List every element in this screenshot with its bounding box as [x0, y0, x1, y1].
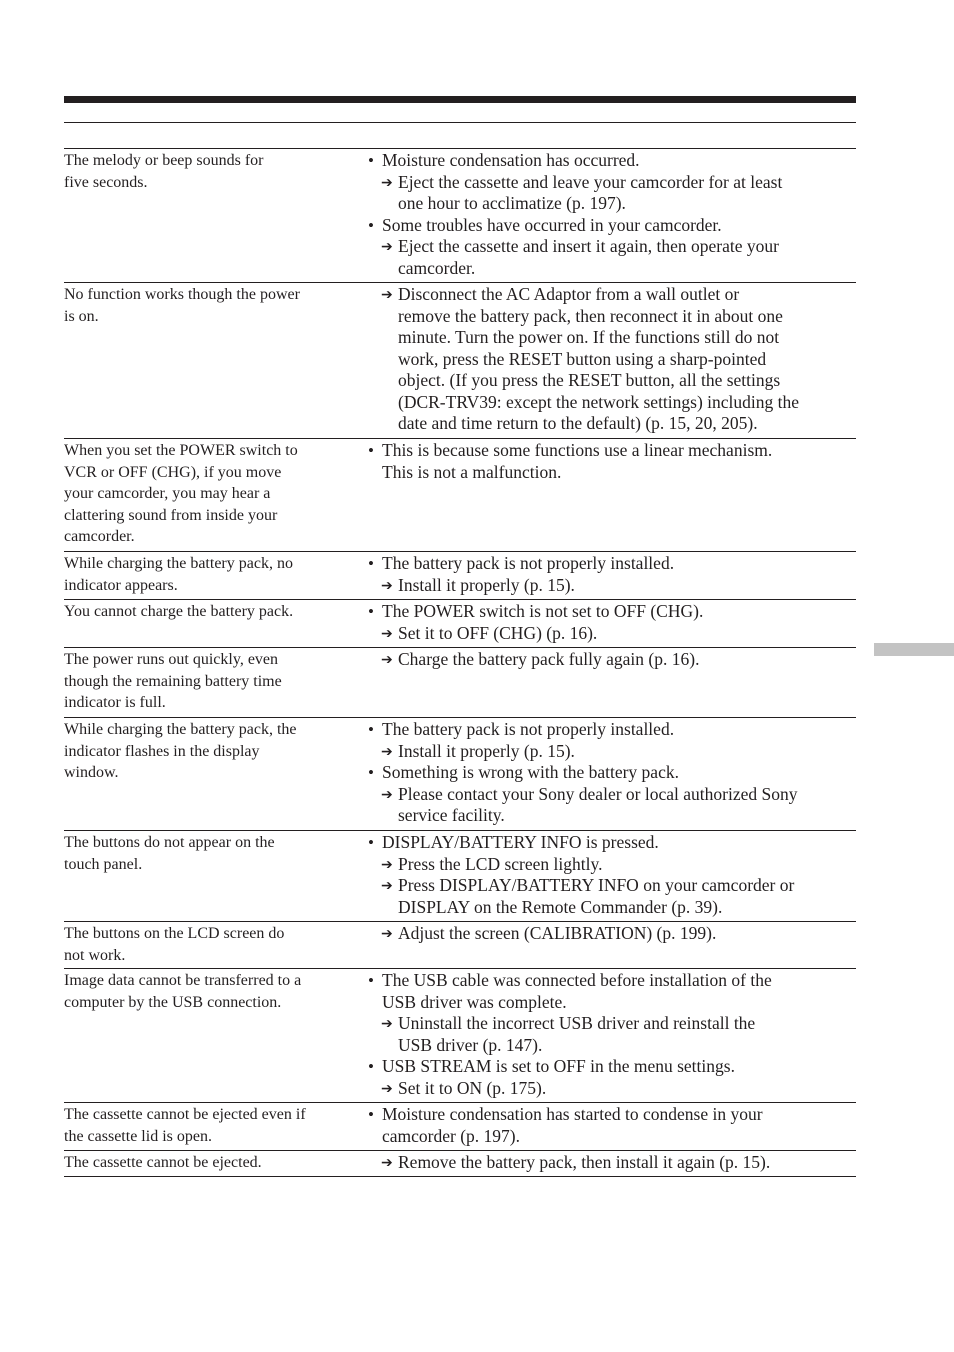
action-text: Eject the cassette and leave your camcorder for at least one hour to acclimatize (p. 197). — [398, 171, 783, 213]
action-text: Install it properly (p. 15). — [398, 574, 575, 595]
arrow-right-icon: ➔ — [381, 1156, 393, 1171]
symptom-cell: You cannot charge the battery pack. — [64, 603, 294, 620]
action-item — [368, 784, 856, 827]
action-item — [368, 875, 856, 918]
cause-item — [368, 215, 856, 237]
cause-item — [368, 440, 856, 483]
header-rule-thin — [64, 122, 856, 123]
table-row — [64, 1102, 856, 1150]
action-text: Eject the cassette and insert it again, then operate your camcorder. — [398, 236, 779, 278]
cause-item — [368, 150, 856, 172]
symptom-cell: The power runs out quickly, even though the remaining battery time indicator is full. — [64, 651, 282, 711]
cause-text: USB STREAM is set to OFF in the menu settings. — [382, 1056, 735, 1076]
bullet-icon: • — [368, 602, 374, 621]
action-item — [368, 284, 856, 435]
symptom-cell: While charging the battery pack, no indicator appears. — [64, 555, 293, 594]
action-text: Charge the battery pack fully again (p. 16). — [398, 649, 700, 669]
action-text: Press DISPLAY/BATTERY INFO on your camcorder or DISPLAY on the Remote Commander (p. 39). — [398, 875, 795, 917]
cause-item — [368, 1056, 856, 1078]
remedy-cell — [368, 1151, 856, 1176]
bullet-icon: • — [368, 1105, 374, 1124]
section-side-tab — [874, 643, 954, 656]
cause-text: This is because some functions use a linear mechanism. This is not a malfunction. — [382, 440, 773, 482]
arrow-right-icon: ➔ — [381, 879, 393, 894]
table-row — [64, 1150, 856, 1177]
remedy-cell — [368, 283, 856, 438]
action-item — [368, 236, 856, 279]
table-row — [64, 148, 856, 282]
remedy-cell — [368, 1103, 856, 1150]
remedy-cell — [368, 149, 856, 282]
cause-text: The battery pack is not properly installed. — [382, 719, 675, 739]
action-item — [368, 575, 856, 597]
table-row — [64, 438, 856, 551]
bullet-icon: • — [368, 151, 374, 170]
cause-text: Something is wrong with the battery pack. — [382, 762, 679, 782]
arrow-right-icon: ➔ — [381, 578, 393, 594]
troubleshooting-table — [64, 148, 856, 1177]
cause-text: DISPLAY/BATTERY INFO is pressed. — [382, 832, 659, 852]
table-row — [64, 282, 856, 438]
cause-text: The USB cable was connected before installation of the USB driver was complete. — [382, 970, 772, 1012]
remedy-cell — [368, 600, 856, 647]
arrow-right-icon: ➔ — [381, 288, 393, 303]
arrow-right-icon: ➔ — [381, 927, 393, 942]
symptom-cell: No function works though the power is on. — [64, 286, 300, 325]
bullet-icon: • — [368, 554, 374, 573]
action-text: Please contact your Sony dealer or local authorized Sony service facility. — [398, 783, 798, 825]
action-text: Disconnect the AC Adaptor from a wall outlet or remove the battery pack, then reconnect it in about one minute. Turn the power on. If the functions still do not work, press the RESET button using a sharp-pointed object. (If you press the RESET button, all the settings (DCR-TRV39: except the network settings) including the date and time return to the default) (p. 15, 20, 205). — [398, 284, 800, 433]
bullet-icon: • — [368, 1057, 374, 1076]
cause-item — [368, 832, 856, 854]
table-row — [64, 968, 856, 1102]
remedy-cell — [368, 969, 856, 1102]
action-text: Set it to ON (p. 175). — [398, 1077, 547, 1098]
action-text: Install it properly (p. 15). — [398, 740, 575, 761]
arrow-right-icon: ➔ — [381, 240, 393, 255]
cause-item — [368, 719, 856, 741]
symptom-cell: The cassette cannot be ejected even if the cassette lid is open. — [64, 1106, 306, 1145]
cause-item — [368, 762, 856, 784]
action-item — [368, 1013, 856, 1056]
symptom-cell: The melody or beep sounds for five seconds. — [64, 152, 264, 191]
symptom-cell: While charging the battery pack, the indicator flashes in the display window. — [64, 721, 297, 781]
action-text: Set it to OFF (CHG) (p. 16). — [398, 622, 598, 643]
arrow-right-icon: ➔ — [381, 787, 393, 803]
bullet-icon: • — [368, 720, 374, 739]
arrow-right-icon: ➔ — [381, 857, 393, 873]
arrow-right-icon: ➔ — [381, 1081, 393, 1097]
table-row — [64, 717, 856, 830]
bullet-icon: • — [368, 215, 374, 235]
action-text: Press the LCD screen lightly. — [398, 853, 603, 874]
action-text: Uninstall the incorrect USB driver and reinstall the USB driver (p. 147). — [398, 1013, 756, 1055]
arrow-right-icon: ➔ — [381, 1017, 393, 1032]
cause-item — [368, 1104, 856, 1147]
symptom-cell: The buttons do not appear on the touch panel. — [64, 834, 275, 873]
cause-text: Moisture condensation has started to condense in your camcorder (p. 197). — [382, 1104, 763, 1146]
table-row — [64, 599, 856, 647]
action-item — [368, 623, 856, 645]
bullet-icon: • — [368, 763, 374, 782]
symptom-cell: The buttons on the LCD screen do not work. — [64, 925, 285, 964]
action-item — [368, 923, 856, 945]
arrow-right-icon: ➔ — [381, 626, 393, 642]
cause-text: The POWER switch is not set to OFF (CHG). — [382, 601, 704, 621]
table-row — [64, 551, 856, 599]
remedy-cell — [368, 439, 856, 551]
cause-text: Moisture condensation has occurred. — [382, 150, 640, 170]
symptom-cell: Image data cannot be transferred to a computer by the USB connection. — [64, 972, 302, 1011]
cause-text: The battery pack is not properly installed. — [382, 553, 675, 573]
bullet-icon: • — [368, 971, 374, 990]
cause-item — [368, 970, 856, 1013]
action-item — [368, 854, 856, 876]
arrow-right-icon: ➔ — [381, 653, 393, 668]
arrow-right-icon: ➔ — [381, 744, 393, 760]
remedy-cell — [368, 922, 856, 968]
action-item — [368, 649, 856, 671]
header-rule-thick — [64, 96, 856, 103]
remedy-cell — [368, 831, 856, 921]
bullet-icon: • — [368, 441, 374, 460]
cause-text: Some troubles have occurred in your camcorder. — [382, 214, 722, 235]
remedy-cell — [368, 648, 856, 717]
action-item — [368, 1078, 856, 1100]
remedy-cell — [368, 552, 856, 599]
action-text: Remove the battery pack, then install it again (p. 15). — [398, 1152, 771, 1172]
table-row — [64, 830, 856, 921]
bullet-icon: • — [368, 833, 374, 852]
action-item — [368, 172, 856, 215]
arrow-right-icon: ➔ — [381, 175, 393, 191]
cause-item — [368, 553, 856, 575]
symptom-cell: The cassette cannot be ejected. — [64, 1154, 262, 1171]
action-text: Adjust the screen (CALIBRATION) (p. 199). — [398, 923, 717, 943]
action-item — [368, 1152, 856, 1174]
table-row — [64, 647, 856, 717]
remedy-cell — [368, 718, 856, 830]
table-row — [64, 921, 856, 968]
action-item — [368, 741, 856, 763]
cause-item — [368, 601, 856, 623]
symptom-cell: When you set the POWER switch to VCR or OFF (CHG), if you move your camcorder, you may hear a clattering sound from inside your camcorder. — [64, 442, 298, 545]
